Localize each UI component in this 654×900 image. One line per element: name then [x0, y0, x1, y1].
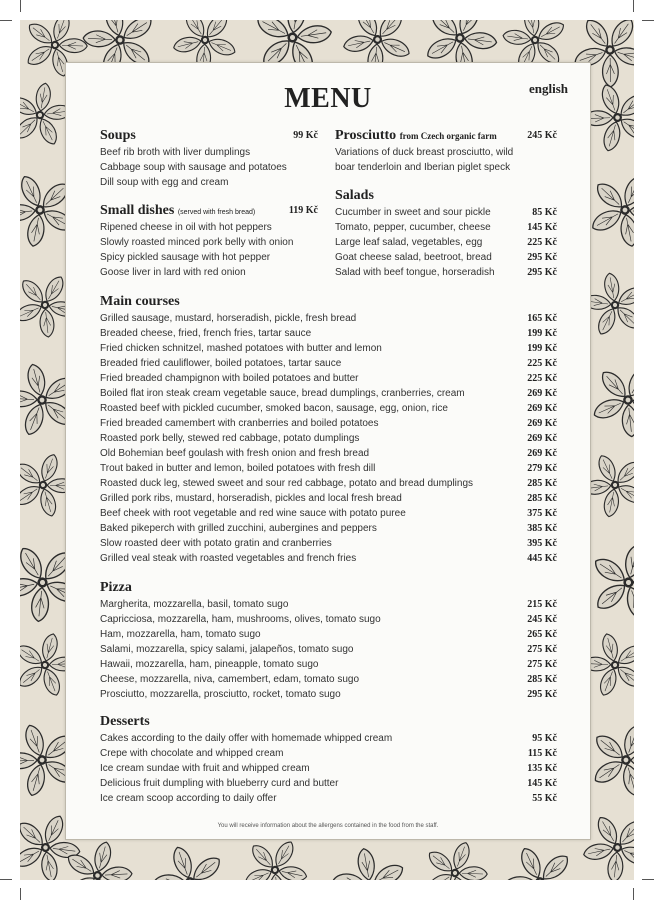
item-name: Capricciosa, mozzarella, ham, mushrooms, olives, tomato sugo — [100, 614, 381, 625]
menu-item — [100, 672, 557, 687]
menu-item — [335, 265, 557, 280]
pizza-section — [100, 579, 557, 702]
allergen-note: You will receive information about the allergens contained in the food from the staff. — [217, 823, 439, 829]
menu-item — [335, 220, 557, 235]
menu-item — [100, 521, 557, 536]
item-name: Roasted duck leg, stewed sweet and sour red cabbage, potato and bread dumplings — [100, 478, 474, 489]
crop-mark — [0, 879, 12, 880]
desserts-section — [100, 713, 557, 806]
menu-item — [100, 431, 557, 446]
item-price: 265 Kč — [527, 629, 557, 640]
desserts-heading: Desserts — [100, 714, 150, 729]
small-dishes-note: (served with fresh bread) — [177, 209, 256, 216]
menu-item — [100, 642, 557, 657]
menu-item — [100, 761, 557, 776]
prosciutto-title: Prosciutto — [335, 128, 397, 143]
salads-heading: Salads — [335, 188, 374, 203]
item-price: 275 Kč — [527, 659, 557, 670]
prosciutto-heading — [335, 127, 557, 145]
menu-item-line: Variations of duck breast prosciutto, wild — [335, 147, 514, 158]
item-price: 269 Kč — [527, 433, 557, 444]
item-price: 285 Kč — [527, 674, 557, 685]
item-name: Salami, mozzarella, spicy salami, jalapeños, tomato sugo — [100, 644, 354, 655]
small-dishes-section — [100, 202, 318, 280]
item-name: Large leaf salad, vegetables, egg — [335, 237, 483, 248]
menu-item — [335, 250, 557, 265]
menu-item: Cabbage soup with sausage and potatoes — [100, 162, 287, 173]
item-price: 225 Kč — [527, 237, 557, 248]
item-price: 225 Kč — [527, 373, 557, 384]
item-price: 55 Kč — [532, 793, 557, 804]
item-price: 215 Kč — [527, 599, 557, 610]
item-price: 225 Kč — [527, 358, 557, 369]
item-price: 279 Kč — [527, 463, 557, 474]
item-name: Goat cheese salad, beetroot, bread — [335, 252, 492, 263]
menu-item — [335, 235, 557, 250]
menu-item — [100, 386, 557, 401]
item-price: 385 Kč — [527, 523, 557, 534]
item-price: 375 Kč — [527, 508, 557, 519]
item-price: 85 Kč — [532, 207, 557, 218]
menu-item — [100, 371, 557, 386]
item-name: Ham, mozzarella, ham, tomato sugo — [100, 629, 261, 640]
item-price: 95 Kč — [532, 733, 557, 744]
menu-item: Beef rib broth with liver dumplings — [100, 147, 251, 158]
item-name: Cheese, mozzarella, niva, camembert, edam, tomato sugo — [100, 674, 360, 685]
item-price: 199 Kč — [527, 343, 557, 354]
prosciutto-subheading: from Czech organic farm — [399, 131, 497, 141]
item-price: 115 Kč — [527, 748, 557, 759]
menu-item — [100, 657, 557, 672]
item-price: 295 Kč — [527, 267, 557, 278]
crop-mark — [642, 20, 654, 21]
item-price: 285 Kč — [527, 493, 557, 504]
item-name: Cucumber in sweet and sour pickle — [335, 207, 491, 218]
item-price: 145 Kč — [527, 222, 557, 233]
item-name: Salad with beef tongue, horseradish — [335, 267, 495, 278]
item-name: Breaded cheese, fried, french fries, tartar sauce — [100, 328, 312, 339]
menu-item — [100, 551, 557, 566]
main-courses-section — [100, 293, 557, 566]
item-price: 135 Kč — [527, 763, 557, 774]
item-price: 295 Kč — [527, 252, 557, 263]
menu-item: Ripened cheese in oil with hot peppers — [100, 222, 272, 233]
item-name: Boiled flat iron steak cream vegetable sauce, bread dumplings, cranberries, cream — [100, 388, 465, 399]
crop-mark — [633, 0, 634, 12]
prosciutto-price: 245 Kč — [527, 130, 557, 141]
menu-item: Goose liver in lard with red onion — [100, 267, 246, 278]
menu-item — [100, 536, 557, 551]
item-name: Ice cream sundae with fruit and whipped cream — [100, 763, 310, 774]
menu-item — [100, 506, 557, 521]
item-price: 275 Kč — [527, 644, 557, 655]
menu-item — [100, 491, 557, 506]
menu-item — [100, 356, 557, 371]
item-price: 245 Kč — [527, 614, 557, 625]
menu-item: Slowly roasted minced pork belly with onion — [100, 237, 294, 248]
item-name: Roasted pork belly, stewed red cabbage, potato dumplings — [100, 433, 360, 444]
item-name: Old Bohemian beef goulash with fresh onion and fresh bread — [100, 448, 370, 459]
item-name: Ice cream scoop according to daily offer — [100, 793, 277, 804]
menu-item: Spicy pickled sausage with hot pepper — [100, 252, 271, 263]
menu-item — [100, 446, 557, 461]
crop-mark — [642, 879, 654, 880]
soups-heading — [100, 127, 318, 145]
item-name: Fried chicken schnitzel, mashed potatoes with butter and lemon — [100, 343, 382, 354]
prosciutto-section — [335, 127, 557, 175]
item-name: Delicious fruit dumpling with blueberry curd and butter — [100, 778, 339, 789]
menu-item — [100, 597, 557, 612]
item-price: 269 Kč — [527, 418, 557, 429]
item-name: Slow roasted deer with potato gratin and cranberries — [100, 538, 332, 549]
item-name: Hawaii, mozzarella, ham, pineapple, tomato sugo — [100, 659, 319, 670]
salads-section — [335, 187, 557, 280]
item-name: Crepe with chocolate and whipped cream — [100, 748, 284, 759]
menu-item — [100, 326, 557, 341]
small-dishes-title: Small dishes — [100, 203, 175, 218]
menu-item — [100, 401, 557, 416]
item-name: Beef cheek with root vegetable and red wine sauce with potato puree — [100, 508, 406, 519]
item-name: Breaded fried cauliflower, boiled potatoes, tartar sauce — [100, 358, 342, 369]
item-name: Grilled pork ribs, mustard, horseradish, pickles and local fresh bread — [100, 493, 402, 504]
item-price: 199 Kč — [527, 328, 557, 339]
menu-item — [100, 627, 557, 642]
flower-icon — [324, 839, 417, 880]
item-name: Cakes according to the daily offer with homemade whipped cream — [100, 733, 393, 744]
item-name: Trout baked in butter and lemon, boiled potatoes with fresh dill — [100, 463, 376, 474]
main-courses-heading: Main courses — [100, 294, 180, 309]
item-price: 295 Kč — [527, 689, 557, 700]
menu-item — [100, 776, 557, 791]
crop-mark — [0, 20, 12, 21]
menu-title: MENU — [284, 83, 372, 114]
menu-item — [100, 791, 557, 806]
item-name: Margherita, mozzarella, basil, tomato sugo — [100, 599, 289, 610]
menu-item — [100, 687, 557, 702]
crop-mark — [633, 888, 634, 900]
item-name: Roasted beef with pickled cucumber, smoked bacon, sausage, egg, onion, rice — [100, 403, 448, 414]
item-price: 165 Kč — [527, 313, 557, 324]
item-name: Tomato, pepper, cucumber, cheese — [335, 222, 491, 233]
menu-item — [100, 731, 557, 746]
menu-item — [100, 341, 557, 356]
item-name: Fried breaded camembert with cranberries and boiled potatoes — [100, 418, 379, 429]
item-price: 285 Kč — [527, 478, 557, 489]
item-price: 269 Kč — [527, 448, 557, 459]
pizza-heading: Pizza — [100, 580, 132, 595]
crop-mark — [20, 0, 21, 12]
item-price: 145 Kč — [527, 778, 557, 789]
menu-item-line: boar tenderloin and Iberian piglet speck — [335, 162, 511, 173]
menu-item — [100, 311, 557, 326]
menu-card — [65, 62, 591, 840]
crop-mark — [20, 888, 21, 900]
language-label: english — [528, 81, 568, 96]
item-name: Grilled sausage, mustard, horseradish, pickle, fresh bread — [100, 313, 357, 324]
small-dishes-price: 119 Kč — [288, 205, 318, 216]
menu-item — [335, 205, 557, 220]
menu-item — [100, 476, 557, 491]
menu-item — [100, 416, 557, 431]
menu-item — [100, 612, 557, 627]
item-name: Grilled veal steak with roasted vegetables and french fries — [100, 553, 357, 564]
item-name: Baked pikeperch with grilled zucchini, aubergines and peppers — [100, 523, 377, 534]
soups-title: Soups — [100, 128, 136, 143]
small-dishes-heading — [100, 202, 318, 220]
menu-item — [100, 461, 557, 476]
menu-item — [100, 746, 557, 761]
soups-price: 99 Kč — [293, 130, 318, 141]
item-name: Fried breaded champignon with boiled potatoes and butter — [100, 373, 359, 384]
item-price: 445 Kč — [527, 553, 557, 564]
menu-item: Dill soup with egg and cream — [100, 177, 229, 188]
item-price: 395 Kč — [527, 538, 557, 549]
item-price: 269 Kč — [527, 388, 557, 399]
soups-section — [100, 127, 318, 190]
item-name: Prosciutto, mozzarella, prosciutto, rocket, tomato sugo — [100, 689, 341, 700]
item-price: 269 Kč — [527, 403, 557, 414]
